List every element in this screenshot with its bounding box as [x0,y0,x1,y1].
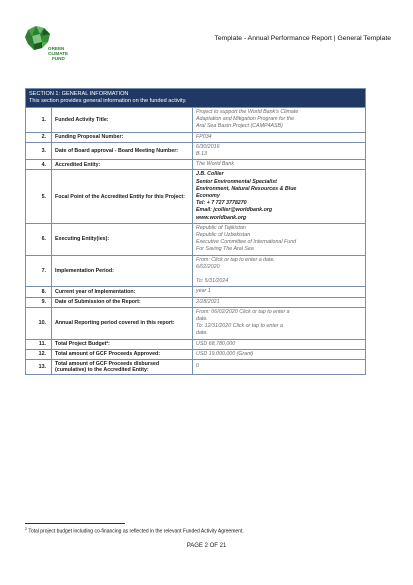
row-value-field[interactable] [193,223,366,255]
row-label: Total Project Budget²: [52,339,193,349]
row-value-field[interactable] [193,339,366,349]
row-value-line: www.worldbank.org [196,214,247,221]
row-label: Annual Reporting period covered in this report: [52,307,193,339]
page-number: PAGE 2 OF 21 [186,543,227,549]
row-value-line: Republic of Tajikistan [196,224,246,231]
row-value-field[interactable] [193,307,366,339]
page-header-title: Template - Annual Performance Report | General Template [214,35,391,42]
row-label: Implementation Period: [52,255,193,287]
logo-line-3: FUND [52,56,65,61]
row-value-line: To: 12/31/2020 Click or tap to enter a [196,323,283,330]
row-value-line: B.13 [196,151,207,158]
row-value-field[interactable] [193,142,366,159]
row-number: 5. [26,170,52,223]
logo-line-2: CLIMATE [48,51,69,56]
table-row [26,307,366,339]
table-row [26,255,366,287]
row-value-line: Tel: + 7 727 3778270 [196,200,247,207]
row-value-line: Senior Environmental Specialist [196,178,277,185]
row-value-line: date. [196,330,208,337]
row-value-field[interactable] [193,132,366,142]
row-label: Accredited Entity: [52,160,193,170]
row-value-line: year 1 [196,288,211,295]
row-number: 11. [26,339,52,349]
row-value-line: 6/02/2020 [196,263,220,270]
table-row [26,339,366,349]
row-value-field[interactable] [193,297,366,307]
table-row [26,160,366,170]
row-label: Date of Board approval - Board Meeting Number: [52,142,193,159]
row-value-line: Economy [196,193,220,200]
table-row [26,287,366,297]
table-row [26,360,366,375]
row-value-line: Environment, Natural Resources & Blue [196,185,297,192]
row-value-line: Adaptation and Mitigation Program for the [196,116,295,123]
row-label: Funded Activity Title: [52,108,193,133]
row-value-line: Aral Sea Basin Project (CAMP4ASB) [196,123,283,130]
row-value-line: FP034 [196,133,212,140]
row-value-field[interactable] [193,160,366,170]
row-value-field[interactable] [193,349,366,359]
footnote-divider [25,523,125,524]
footnote [25,527,244,535]
row-value-line: USD 68,780,000 [196,340,236,347]
row-number: 4. [26,160,52,170]
row-value-field[interactable] [193,287,366,297]
row-label: Executing Entity(ies): [52,223,193,255]
table-row [26,349,366,359]
row-value-line: USD 19,000,000 (Grant) [196,350,254,357]
row-value-field[interactable] [193,108,366,133]
footnote-mark: 2 [25,527,27,531]
footnote-text: Total project budget including co-financing as reflected in the relevant Funded Activity Agreement. [28,528,244,535]
row-label: Total amount of GCF Proceeds disbursed (cumulative) to the Accredited Entity: [52,360,193,375]
row-number: 6. [26,223,52,255]
row-label: Current year of Implementation: [52,287,193,297]
row-value-line: Project to support the World Bank's Climate [196,109,299,115]
row-number: 3. [26,142,52,159]
row-value-line: From: Click or tap to enter a date. [196,256,275,263]
row-value-line [196,271,362,278]
row-number: 7. [26,255,52,287]
row-label: Funding Proposal Number: [52,132,193,142]
row-value-line: The World Bank [196,161,234,168]
section-title: SECTION 1: GENERAL INFORMATION [29,91,129,97]
row-value-line: Republic of Uzbekistan [196,232,251,239]
row-number: 2. [26,132,52,142]
row-number: 12. [26,349,52,359]
row-number: 8. [26,287,52,297]
table-row [26,170,366,223]
row-label: Focal Point of the Accredited Entity for this Project: [52,170,193,223]
row-label: Total amount of GCF Proceeds Approved: [52,349,193,359]
row-value-line: 0 [196,363,199,370]
row-value-line: 2/28/2021 [196,298,220,305]
row-value-field[interactable] [193,255,366,287]
row-value-field[interactable] [193,360,366,375]
section-header-cell [26,89,366,108]
row-value-line: For Saving The Aral Sea [196,246,254,253]
section-header-row [26,89,366,108]
row-value-line: 6/30/2016 [196,143,220,150]
row-label: Date of Submission of the Report: [52,297,193,307]
row-number: 9. [26,297,52,307]
table-row [26,297,366,307]
table-row [26,142,366,159]
row-number: 10. [26,307,52,339]
row-value-line: J.B. Collier [196,171,224,178]
logo-line-1: GREEN [48,46,65,51]
row-value-line: To: 5/31/2024 [196,278,229,285]
table-row [26,108,366,133]
table-row [26,132,366,142]
row-value-line: date. [196,316,208,323]
section-description: This section provides general information on the funded activity. [29,98,187,104]
row-number: 1. [26,108,52,133]
row-value-line: Email: jcollier@worldbank.org [196,207,273,214]
general-information-table [25,88,366,375]
row-number: 13. [26,360,52,375]
row-value-line: From: 06/02/2020 Click or tap to enter a [196,308,290,315]
table-row [26,223,366,255]
row-value-field[interactable] [193,170,366,223]
row-value-line: Executive Committee of International Fund [196,239,297,246]
logo-wordmark [48,46,68,61]
